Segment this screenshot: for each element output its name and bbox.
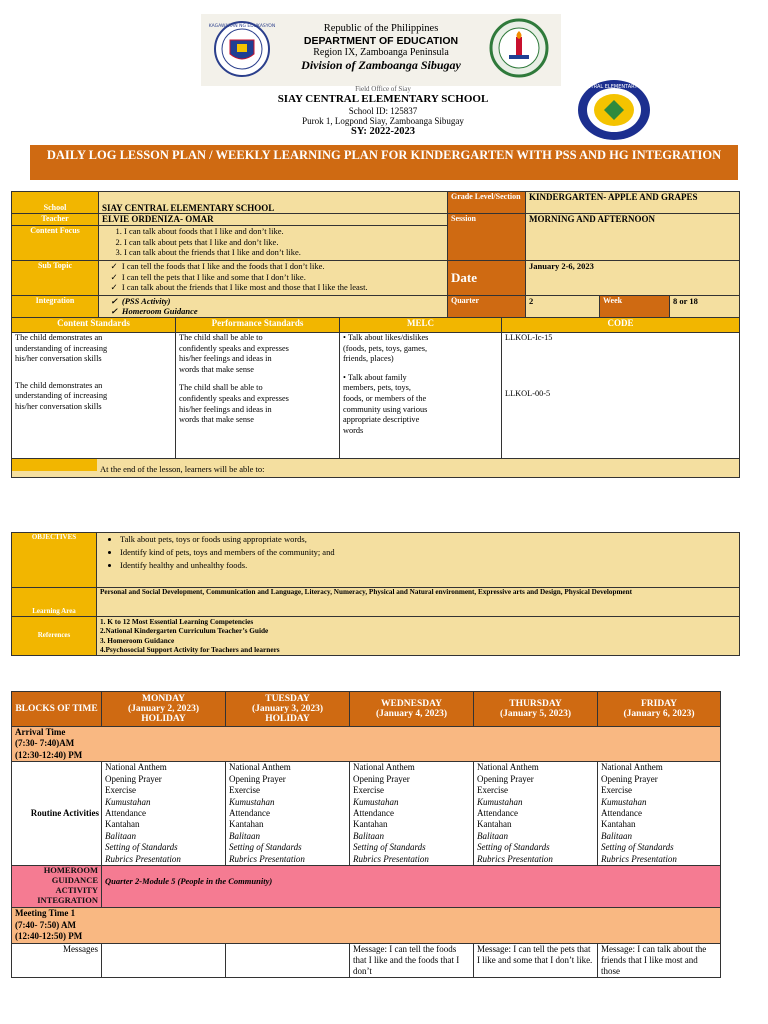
routine-item: Setting of Standards (601, 842, 674, 853)
references-cell (97, 617, 740, 656)
learning-area-value: Personal and Social Development, Communication and Language, Literacy, Numeracy, Physical and Natural environment, Expressive arts and Design, Physical Development (97, 588, 740, 617)
melc-text: • Talk about family members, pets, toys, foods, or members of the community using various appropriate descriptive words (343, 372, 428, 435)
integration-item: (PSS Activity) (121, 296, 171, 306)
school-seal-icon (567, 78, 661, 142)
routine-item: National Anthem (353, 762, 415, 773)
routine-item: Opening Prayer (477, 773, 534, 784)
routine-label: Routine Activities (12, 762, 102, 866)
subtopic-cell (99, 261, 448, 296)
objective-item: • Identify kind of pets, toys and members of the community; and (120, 546, 736, 559)
address-line: Purok 1, Logpond Siay, Zamboanga Sibugay (302, 115, 464, 126)
quarter-value: 2 (526, 296, 600, 320)
school-name-line: SIAY CENTRAL ELEMENTARY SCHOOL (277, 93, 489, 105)
arrival-time-row: Arrival Time (7:30- 7:40)AM (12:30-12:40) PM (12, 727, 721, 762)
week-value: 8 or 18 (670, 296, 740, 320)
performance-standards-cell (176, 333, 340, 459)
routine-item: Kumustahan (229, 796, 275, 807)
routine-item: Kantahan (105, 819, 140, 830)
subtopic-item: ✓ I can talk about the friends that I like most and those that I like the least. (102, 282, 368, 293)
code-cell (502, 333, 740, 459)
routine-cell-monday (102, 762, 226, 866)
content-focus-item: 3. I can talk about the friends that I like and don’t like. (124, 247, 444, 258)
reference-item: 4.Psychosocial Support Activity for Teachers and learners (100, 645, 280, 655)
routine-item: Kumustahan (105, 796, 151, 807)
routine-item: Setting of Standards (105, 842, 178, 853)
routine-item: Kumustahan (477, 796, 523, 807)
routine-item: Kantahan (601, 819, 636, 830)
division-seal-icon (489, 17, 549, 79)
objectives-table (11, 532, 740, 656)
field-office-line: Field Office of Siay (355, 85, 411, 93)
routine-item: Rubrics Presentation (477, 853, 553, 864)
messages-label: Messages (12, 943, 102, 977)
code-text: LLKOL-Ic-15 (505, 333, 553, 342)
routine-item: Opening Prayer (601, 773, 658, 784)
routine-item: National Anthem (229, 762, 291, 773)
routine-item: Opening Prayer (105, 773, 162, 784)
grade-value: KINDERGARTEN- APPLE AND GRAPES (526, 192, 740, 214)
division-line: Division of Zamboanga Sibugay (301, 57, 461, 72)
message-cell-thursday: Message: I can tell the pets that I like and some that I don’t like. (474, 943, 598, 977)
school-id-line: School ID: 125837 (348, 105, 418, 116)
routine-item: Attendance (477, 807, 518, 818)
school-label: School (12, 192, 99, 214)
date-label: Date (448, 261, 526, 296)
routine-item: Opening Prayer (229, 773, 286, 784)
homeroom-label: HOMEROOM GUIDANCE ACTIVITY INTEGRATION (12, 866, 102, 908)
subtopic-label: Sub Topic (12, 261, 99, 296)
routine-item: Exercise (477, 785, 508, 796)
day-header-thursday: THURSDAY (January 5, 2023) (474, 692, 598, 727)
melc-text: • Talk about likes/dislikes (foods, pets, toys, games, friends, places) (343, 333, 429, 364)
routine-item: National Anthem (601, 762, 663, 773)
weekly-table (11, 691, 721, 978)
end-note-text: At the end of the lesson, learners will be able to: (100, 464, 265, 474)
region-line: Region IX, Zamboanga Peninsula (313, 47, 449, 59)
subtopic-item: ✓ I can tell the foods that I like and the foods that I don’t like. (102, 261, 325, 271)
homeroom-text: Quarter 2-Module 5 (People in the Community) (102, 866, 721, 908)
routine-item: Balitaan (601, 830, 632, 841)
blocks-of-time-header: BLOCKS OF TIME (12, 692, 102, 727)
routine-item: Exercise (353, 785, 384, 796)
performance-standard-text: The child shall be able to confidently speaks and expresses his/her feelings and ideas in words that make sense (179, 383, 289, 425)
objectives-label: OBJECTIVES (12, 533, 97, 588)
message-cell-friday: Message: I can talk about the friends that I like most and those (598, 943, 721, 977)
routine-item: Kantahan (477, 819, 512, 830)
integration-label: Integration (12, 296, 99, 320)
objectives-cell (97, 533, 740, 588)
routine-cell-tuesday (226, 762, 350, 866)
date-value: January 2-6, 2023 (526, 261, 740, 296)
routine-item: National Anthem (477, 762, 539, 773)
objective-item: • Identify healthy and unhealthy foods. (120, 559, 736, 572)
routine-item: Rubrics Presentation (601, 853, 677, 864)
republic-line: Republic of the Philippines (323, 23, 439, 34)
deped-seal-icon (208, 18, 276, 80)
code-header: CODE (502, 318, 740, 333)
info-table (11, 191, 740, 320)
quarter-label: Quarter (448, 296, 526, 320)
routine-item: Kantahan (229, 819, 264, 830)
content-standard-text: The child demonstrates an understanding of increasing his/her conversation skills (15, 333, 108, 364)
performance-standards-header: Performance Standards (176, 318, 340, 333)
objective-item: • Talk about pets, toys or foods using appropriate words, (120, 533, 736, 546)
routine-item: Attendance (229, 807, 270, 818)
routine-item: Setting of Standards (353, 842, 426, 853)
content-focus-cell (99, 226, 448, 261)
standards-table (11, 317, 740, 478)
routine-item: Balitaan (229, 830, 260, 841)
content-standard-text: The child demonstrates an understanding of increasing his/her conversation skills (15, 380, 108, 412)
session-label: Session (448, 214, 526, 261)
deped-seal-text: KAGAWARAN NG EDUKASYON (208, 24, 276, 29)
meeting-time-row: Meeting Time 1 (7:40- 7:50) AM (12:40-12:50) PM (12, 908, 721, 943)
end-note-row (12, 459, 740, 478)
teacher-value: ELVIE ORDENIZA- OMAR (99, 214, 448, 226)
routine-item: Attendance (601, 807, 642, 818)
reference-item: 3. Homeroom Guidance (100, 635, 175, 645)
performance-standard-text: The child shall be able to confidently speaks and expresses his/her feelings and ideas in words that make sense (179, 333, 289, 374)
reference-item: 1. K to 12 Most Essential Learning Competencies (100, 617, 254, 626)
subtopic-item: ✓ I can tell the pets that I like and some that I don’t like. (102, 271, 306, 282)
routine-cell-friday (598, 762, 721, 866)
school-year-line: SY: 2022-2023 (350, 126, 416, 138)
routine-item: Kantahan (353, 819, 388, 830)
routine-item: Exercise (229, 785, 260, 796)
department-line: DEPARTMENT OF EDUCATION (303, 35, 459, 48)
message-cell-monday (102, 943, 226, 977)
code-text: LLKOL-00-5 (505, 388, 551, 398)
routine-item: Balitaan (477, 830, 508, 841)
title-banner: DAILY LOG LESSON PLAN / WEEKLY LEARNING PLAN FOR KINDERGARTEN WITH PSS AND HG INTEGRATION (30, 145, 738, 180)
routine-item: Setting of Standards (229, 842, 302, 853)
day-header-monday: MONDAY (January 2, 2023) HOLIDAY (102, 692, 226, 727)
day-header-wednesday: WEDNESDAY (January 4, 2023) (350, 692, 474, 727)
content-focus-item: 2. I can talk about pets that I like and don’t like. (124, 237, 444, 248)
routine-item: Attendance (105, 807, 146, 818)
school-seal-text: SIAY CENTRAL ELEMENTARY SCHOOL (567, 84, 661, 90)
session-value: MORNING AND AFTERNOON (526, 214, 740, 261)
routine-item: Rubrics Presentation (105, 853, 181, 864)
content-focus-item: 1. I can talk about foods that I like and don’t like. (124, 226, 444, 237)
routine-item: Exercise (105, 785, 136, 796)
routine-item: Exercise (601, 785, 632, 796)
school-value: SIAY CENTRAL ELEMENTARY SCHOOL (99, 192, 448, 214)
routine-item: Kumustahan (353, 796, 399, 807)
day-header-tuesday: TUESDAY (January 3, 2023) HOLIDAY (226, 692, 350, 727)
learning-area-label: Learning Area (12, 588, 97, 617)
routine-item: Attendance (353, 807, 394, 818)
routine-item: Rubrics Presentation (229, 853, 305, 864)
melc-cell (340, 333, 502, 459)
integration-item: Homeroom Guidance (121, 306, 198, 317)
reference-item: 2.National Kindergarten Curriculum Teacher’s Guide (100, 626, 269, 636)
content-standards-header: Content Standards (12, 318, 176, 333)
references-label: References (12, 617, 97, 656)
grade-label: Grade Level/Section (448, 192, 526, 214)
routine-item: Opening Prayer (353, 773, 410, 784)
routine-cell-thursday (474, 762, 598, 866)
message-cell-tuesday (226, 943, 350, 977)
teacher-label: Teacher (12, 214, 99, 226)
melc-header: MELC (340, 318, 502, 333)
routine-item: Setting of Standards (477, 842, 550, 853)
integration-cell: ✓ (PSS Activity) ✓ Homeroom Guidance (99, 296, 448, 320)
day-header-friday: FRIDAY (January 6, 2023) (598, 692, 721, 727)
routine-item: Rubrics Presentation (353, 853, 429, 864)
routine-item: Balitaan (353, 830, 384, 841)
routine-cell-wednesday (350, 762, 474, 866)
content-standards-cell (12, 333, 176, 459)
routine-item: Balitaan (105, 830, 136, 841)
message-cell-wednesday: Message: I can tell the foods that I like and the foods that I don’t (350, 943, 474, 977)
week-label: Week (600, 296, 670, 320)
content-focus-label: Content Focus (12, 226, 99, 261)
routine-item: National Anthem (105, 762, 167, 773)
routine-item: Kumustahan (601, 796, 647, 807)
